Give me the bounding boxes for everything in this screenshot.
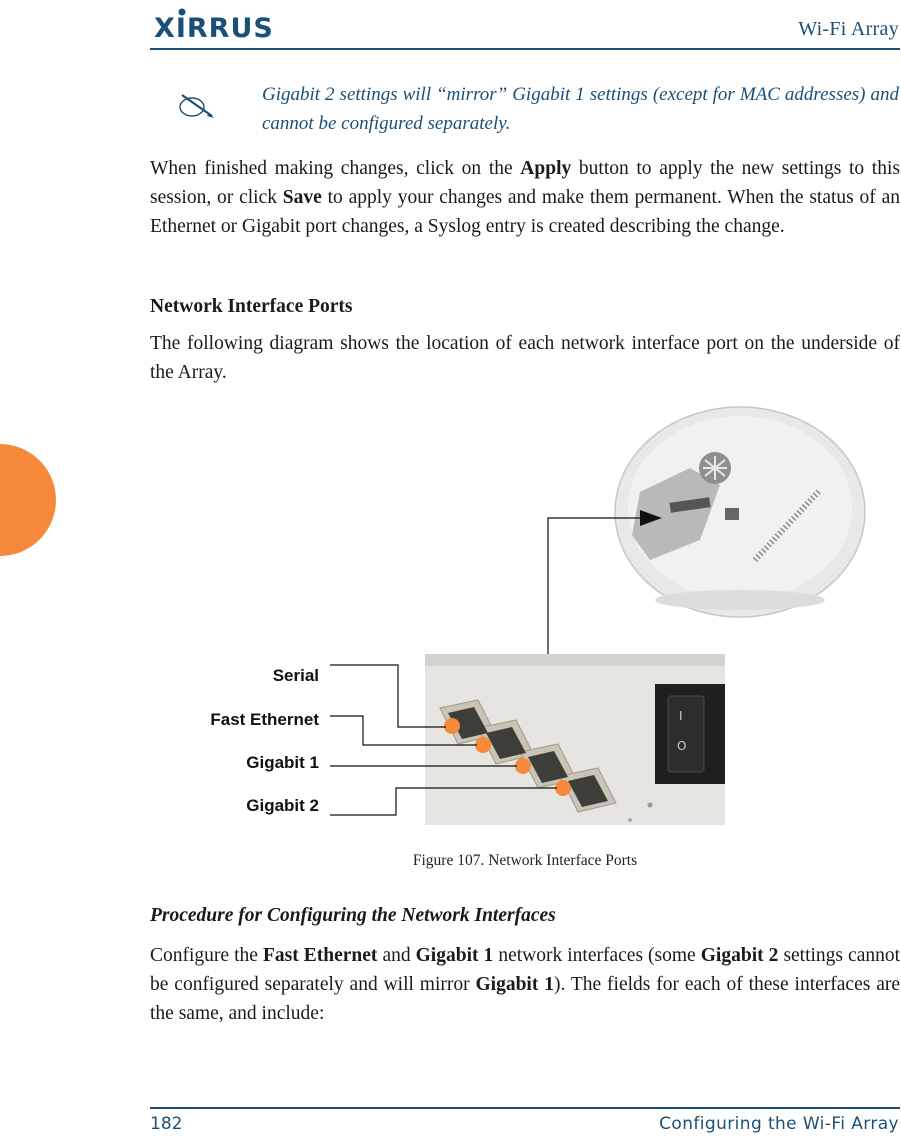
fast-ethernet-keyword: Fast Ethernet (262, 945, 378, 966)
note-pencil-icon (176, 90, 216, 120)
section-intro: The following diagram shows the location of each network interface port on the underside of the Array. (150, 333, 900, 383)
apply-save-paragraph: When finished making changes, click on the Apply button to apply the new settings to this session, or click Save to apply your changes and make them permanent. When the status of an Ethernet or Gigabit port changes, a Syslog entry is created describing the change. (150, 158, 900, 237)
port-dot-serial (444, 718, 460, 734)
header-divider (150, 48, 900, 50)
footer-divider (150, 1107, 900, 1109)
gigabit-1-keyword-2: Gigabit 1 (475, 974, 554, 995)
note-text: Gigabit 2 settings will “mirror” Gigabit 1 settings (except for MAC addresses) and cannot be configured separately. (262, 84, 899, 134)
procedure-paragraph: Configure the Fast Ethernet and Gigabit 1 network interfaces (some Gigabit 2 settings cannot be configured separately and will mirror Gigabit 1). The fields for each of these interfaces are the same, and include: (150, 945, 901, 1024)
port-dot-fast-ethernet (475, 737, 491, 753)
save-keyword: Save (282, 187, 322, 208)
section-heading: Network Interface Ports (150, 296, 353, 317)
header-title: Wi-Fi Array (798, 18, 899, 40)
label-gigabit-2: Gigabit 2 (246, 796, 319, 815)
procedure-heading: Procedure for Configuring the Network Interfaces (150, 905, 556, 926)
chapter-tab (0, 444, 56, 556)
svg-text:O: O (677, 739, 687, 753)
port-dot-gigabit-2 (555, 780, 571, 796)
svg-text:I: I (679, 709, 683, 723)
label-serial: Serial (272, 666, 319, 685)
gigabit-1-keyword: Gigabit 1 (415, 945, 494, 966)
label-gigabit-1: Gigabit 1 (246, 753, 319, 772)
brand-text: XIRRUS (154, 13, 274, 40)
figure-caption: Figure 107. Network Interface Ports (412, 852, 638, 869)
xirrus-logo (152, 8, 312, 40)
page-number: 182 (150, 1114, 183, 1134)
port-dot-gigabit-1 (515, 758, 531, 774)
array-unit-image (615, 407, 865, 617)
apply-keyword: Apply (520, 158, 572, 179)
footer-chapter-title: Configuring the Wi-Fi Array (659, 1114, 899, 1134)
gigabit-2-keyword: Gigabit 2 (700, 945, 779, 966)
label-fast-ethernet: Fast Ethernet (210, 710, 319, 729)
port-closeup-image (425, 654, 725, 825)
network-ports-figure (190, 400, 880, 840)
